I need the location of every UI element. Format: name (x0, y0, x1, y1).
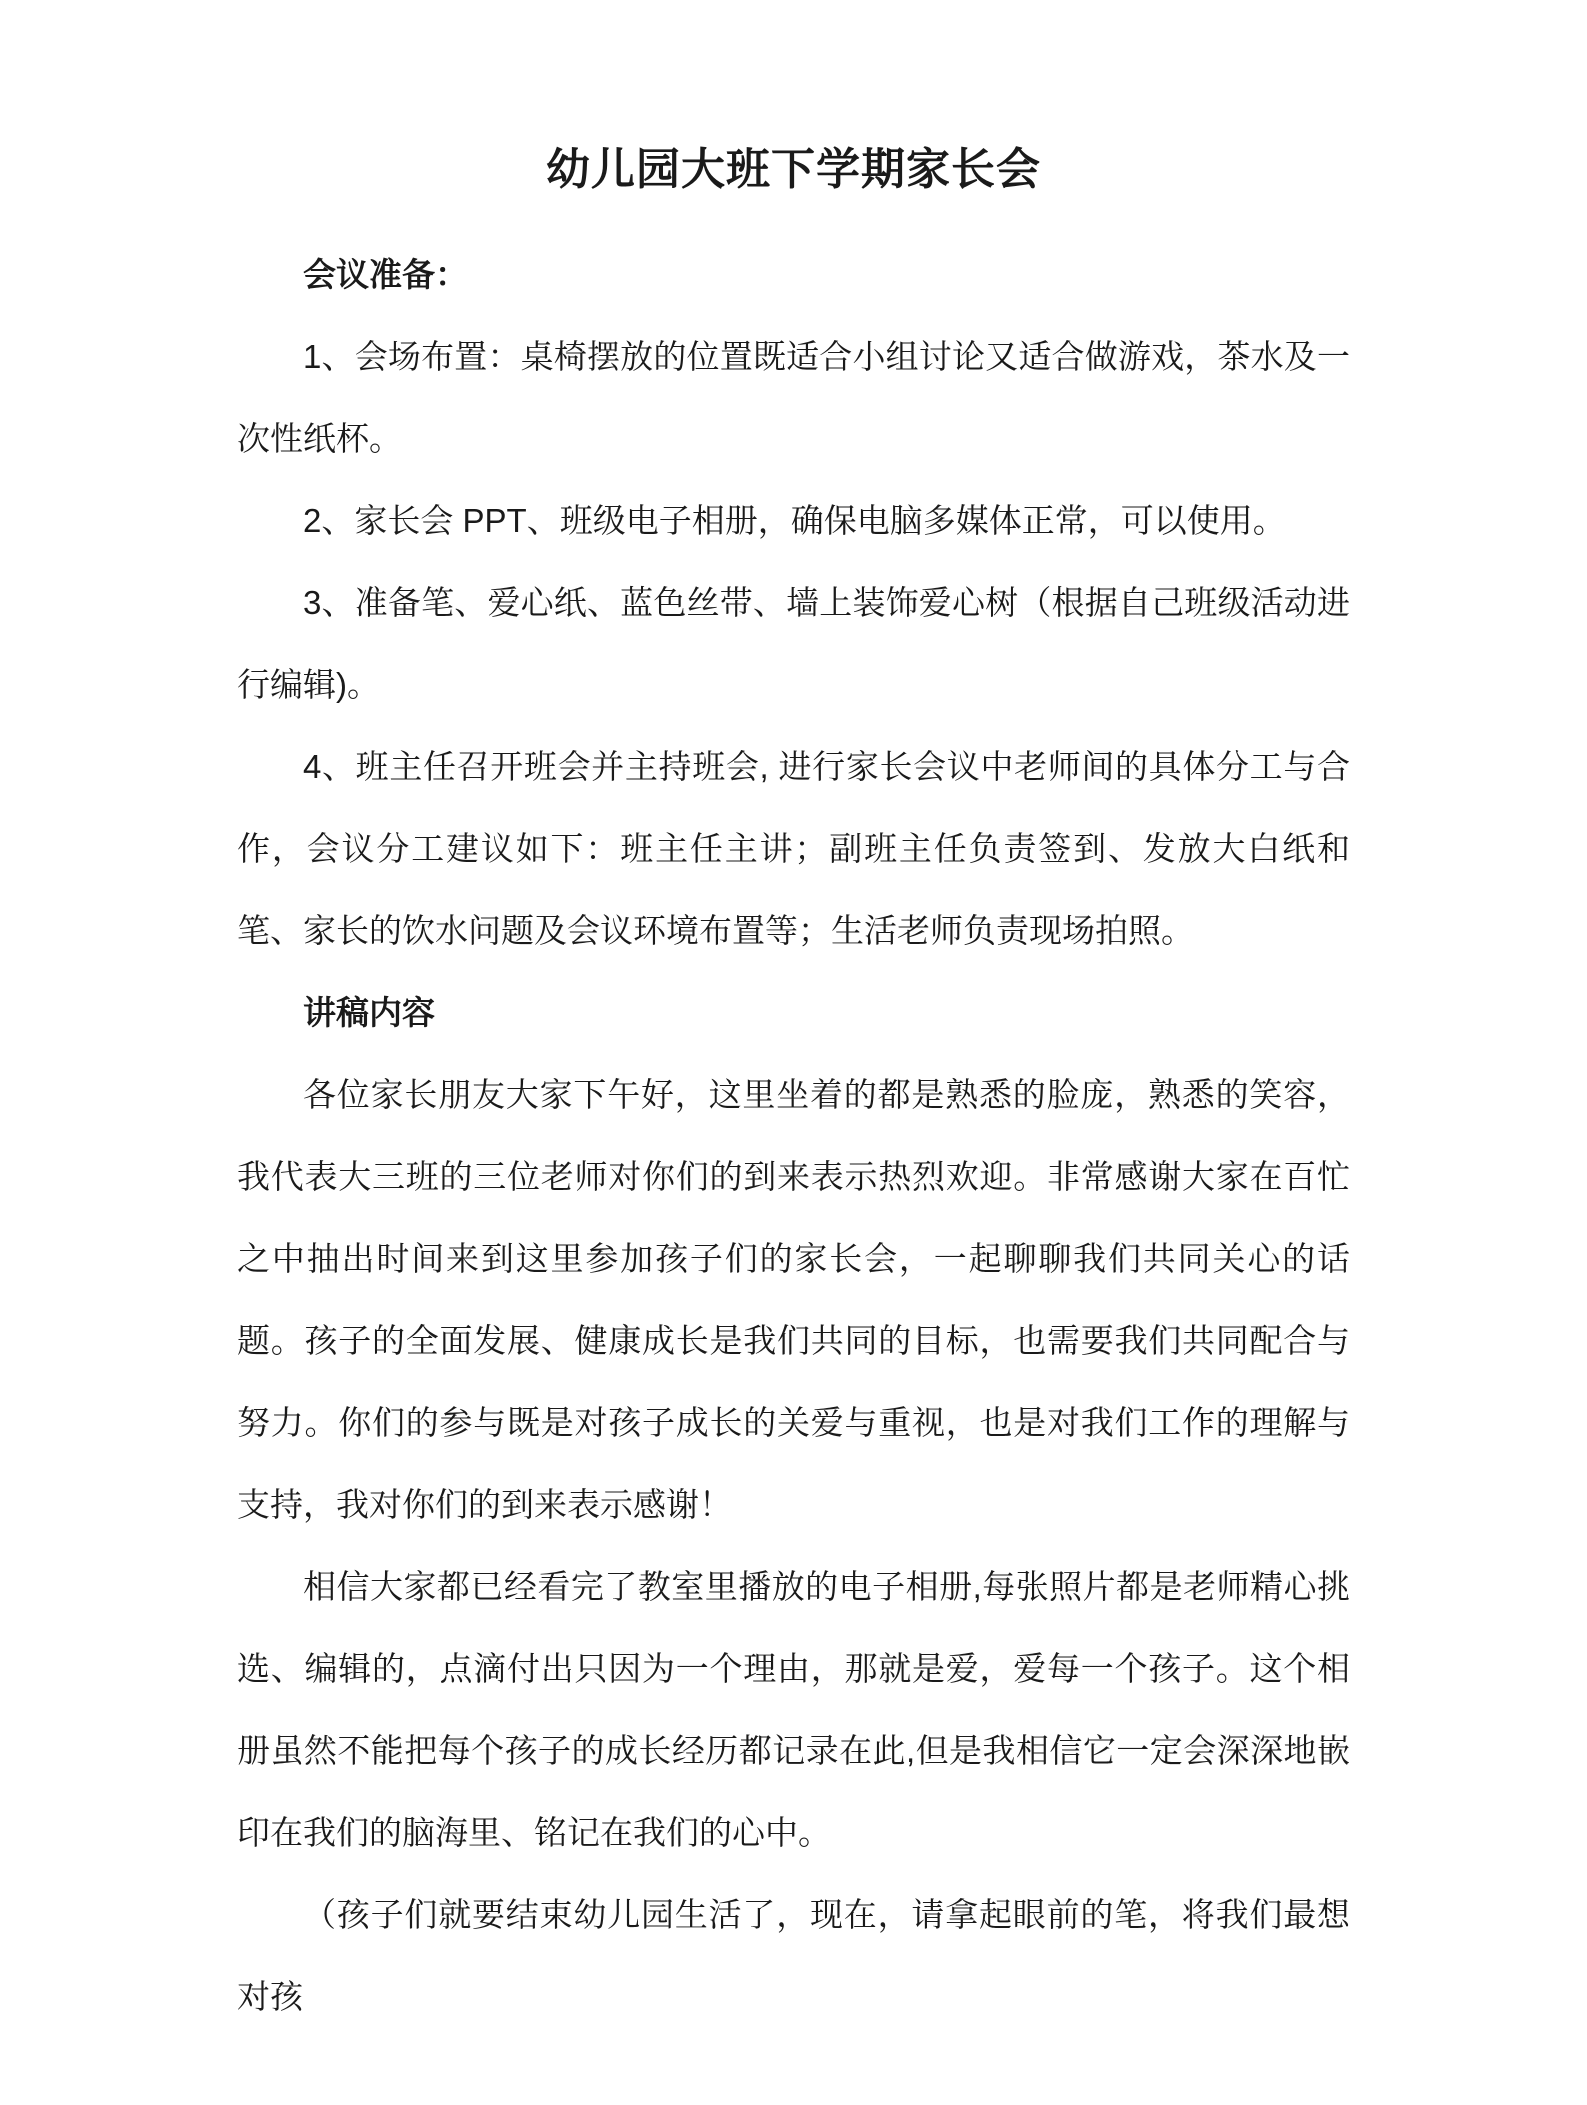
speech-paragraph-1: 各位家长朋友大家下午好，这里坐着的都是熟悉的脸庞，熟悉的笑容，我代表大三班的三位老师对你们的到来表示热烈欢迎。非常感谢大家在百忙之中抽出时间来到这里参加孩子们的家长会，一起聊聊我们共同关心的话题。孩子的全面发展、健康成长是我们共同的目标，也需要我们共同配合与努力。你们的参与既是对孩子成长的关爱与重视，也是对我们工作的理解与支持，我对你们的到来表示感谢！ (237, 1076, 1350, 1523)
preparation-item-1: 1、会场布置：桌椅摆放的位置既适合小组讨论又适合做游戏，茶水及一次性纸杯。 (237, 338, 1350, 457)
speech-paragraph-3: （孩子们就要结束幼儿园生活了，现在，请拿起眼前的笔，将我们最想对孩 (237, 1896, 1350, 2015)
speech-paragraph-2: 相信大家都已经看完了教室里播放的电子相册,每张照片都是老师精心挑选、编辑的，点滴付出只因为一个理由，那就是爱，爱每一个孩子。这个相册虽然不能把每个孩子的成长经历都记录在此,但是我相信它一定会深深地嵌印在我们的脑海里、铭记在我们的心中。 (237, 1568, 1350, 1851)
preparation-heading: 会议准备： (303, 256, 468, 293)
preparation-item-2: 2、家长会 PPT、班级电子相册，确保电脑多媒体正常，可以使用。 (303, 502, 1286, 539)
preparation-item-4: 4、班主任召开班会并主持班会, 进行家长会议中老师间的具体分工与合作，会议分工建议如下：班主任主讲；副班主任负责签到、发放大白纸和笔、家长的饮水问题及会议环境布置等；生活老师负责现场拍照。 (237, 748, 1350, 949)
document-title: 幼儿园大班下学期家长会 (546, 145, 1041, 194)
preparation-item-3: 3、准备笔、爱心纸、蓝色丝带、墙上装饰爱心树（根据自己班级活动进行编辑)。 (237, 584, 1350, 703)
speech-heading: 讲稿内容 (303, 994, 435, 1031)
